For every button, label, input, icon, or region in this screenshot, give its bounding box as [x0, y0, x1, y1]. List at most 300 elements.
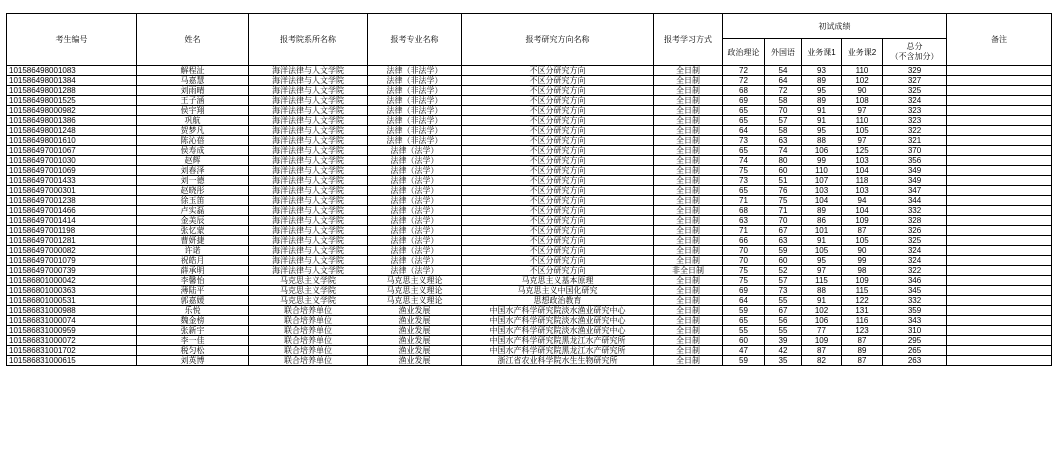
table-body — [7, 66, 1052, 366]
cell-direction: 不区分研究方向 — [462, 66, 654, 76]
cell-major: 法律（法学） — [368, 266, 462, 276]
cell-total: 349 — [883, 166, 947, 176]
cell-major: 法律（法学） — [368, 146, 462, 156]
header-course1: 业务课1 — [802, 39, 842, 66]
cell-exam-id: 101586497001414 — [7, 216, 137, 226]
table-row — [7, 196, 1052, 206]
cell-name: 许诺 — [137, 246, 249, 256]
cell-study-mode: 全日制 — [654, 86, 723, 96]
header-initial-scores: 初试成绩 — [723, 14, 947, 39]
cell-remarks — [947, 186, 1052, 196]
cell-name: 薄陆平 — [137, 286, 249, 296]
cell-exam-id: 101586497001433 — [7, 176, 137, 186]
table-row — [7, 276, 1052, 286]
cell-course2: 118 — [842, 176, 883, 186]
cell-remarks — [947, 206, 1052, 216]
cell-foreign-language: 35 — [765, 356, 802, 366]
cell-total: 265 — [883, 346, 947, 356]
cell-course2: 105 — [842, 236, 883, 246]
cell-politics: 75 — [723, 166, 765, 176]
cell-exam-id: 101586497000301 — [7, 186, 137, 196]
cell-major: 渔业发展 — [368, 356, 462, 366]
cell-course1: 103 — [802, 186, 842, 196]
cell-total: 329 — [883, 66, 947, 76]
cell-foreign-language: 80 — [765, 156, 802, 166]
cell-exam-id: 101586801000363 — [7, 286, 137, 296]
cell-major: 法律（非法学） — [368, 136, 462, 146]
cell-direction: 马克思主义中国化研究 — [462, 286, 654, 296]
cell-politics: 65 — [723, 316, 765, 326]
cell-remarks — [947, 276, 1052, 286]
cell-name: 刘一德 — [137, 176, 249, 186]
cell-foreign-language: 74 — [765, 146, 802, 156]
cell-major: 马克思主义理论 — [368, 286, 462, 296]
cell-school: 海洋法律与人文学院 — [249, 206, 368, 216]
cell-politics: 65 — [723, 106, 765, 116]
cell-exam-id: 101586498001386 — [7, 116, 137, 126]
cell-foreign-language: 57 — [765, 276, 802, 286]
cell-remarks — [947, 176, 1052, 186]
cell-total: 328 — [883, 216, 947, 226]
cell-politics: 68 — [723, 206, 765, 216]
cell-course1: 115 — [802, 276, 842, 286]
cell-name: 侯宇翔 — [137, 106, 249, 116]
cell-study-mode: 全日制 — [654, 186, 723, 196]
cell-direction: 马克思主义基本原理 — [462, 276, 654, 286]
cell-total: 347 — [883, 186, 947, 196]
cell-school: 海洋法律与人文学院 — [249, 66, 368, 76]
cell-study-mode: 全日制 — [654, 246, 723, 256]
cell-politics: 59 — [723, 356, 765, 366]
cell-name: 薛承明 — [137, 266, 249, 276]
cell-name: 李馨怡 — [137, 276, 249, 286]
cell-course2: 90 — [842, 246, 883, 256]
cell-exam-id: 101586831001702 — [7, 346, 137, 356]
cell-major: 法律（非法学） — [368, 86, 462, 96]
cell-direction: 不区分研究方向 — [462, 226, 654, 236]
cell-study-mode: 全日制 — [654, 196, 723, 206]
cell-foreign-language: 70 — [765, 216, 802, 226]
cell-name: 刘英博 — [137, 356, 249, 366]
cell-remarks — [947, 286, 1052, 296]
header-exam-id: 考生编号 — [7, 14, 137, 66]
cell-study-mode: 全日制 — [654, 346, 723, 356]
cell-exam-id: 101586831000959 — [7, 326, 137, 336]
cell-total: 332 — [883, 206, 947, 216]
table-row — [7, 236, 1052, 246]
cell-foreign-language: 57 — [765, 116, 802, 126]
cell-remarks — [947, 306, 1052, 316]
cell-study-mode: 全日制 — [654, 316, 723, 326]
cell-foreign-language: 72 — [765, 86, 802, 96]
cell-major: 马克思主义理论 — [368, 296, 462, 306]
cell-study-mode: 全日制 — [654, 276, 723, 286]
cell-study-mode: 全日制 — [654, 356, 723, 366]
cell-name: 郭嘉媛 — [137, 296, 249, 306]
cell-study-mode: 全日制 — [654, 326, 723, 336]
cell-total: 344 — [883, 196, 947, 206]
cell-course1: 82 — [802, 356, 842, 366]
cell-total: 324 — [883, 96, 947, 106]
cell-total: 324 — [883, 246, 947, 256]
header-direction: 报考研究方向名称 — [462, 14, 654, 66]
cell-total: 332 — [883, 296, 947, 306]
cell-course2: 90 — [842, 86, 883, 96]
cell-direction: 不区分研究方向 — [462, 146, 654, 156]
cell-total: 345 — [883, 286, 947, 296]
cell-foreign-language: 52 — [765, 266, 802, 276]
cell-school: 海洋法律与人文学院 — [249, 226, 368, 236]
cell-course2: 108 — [842, 96, 883, 106]
header-study-mode: 报考学习方式 — [654, 14, 723, 66]
cell-school: 联合培养单位 — [249, 316, 368, 326]
cell-direction: 中国水产科学研究院淡水渔业研究中心 — [462, 306, 654, 316]
cell-name: 徐玉笛 — [137, 196, 249, 206]
cell-direction: 思想政治教育 — [462, 296, 654, 306]
cell-politics: 73 — [723, 176, 765, 186]
cell-exam-id: 101586831000072 — [7, 336, 137, 346]
table-row — [7, 226, 1052, 236]
cell-exam-id: 101586831000615 — [7, 356, 137, 366]
cell-politics: 65 — [723, 186, 765, 196]
cell-name: 卢实磊 — [137, 206, 249, 216]
cell-direction: 不区分研究方向 — [462, 76, 654, 86]
cell-major: 法律（法学） — [368, 186, 462, 196]
cell-name: 刘雨晴 — [137, 86, 249, 96]
cell-school: 马克思主义学院 — [249, 276, 368, 286]
cell-course1: 87 — [802, 346, 842, 356]
cell-direction: 不区分研究方向 — [462, 256, 654, 266]
cell-course1: 106 — [802, 146, 842, 156]
cell-total: 325 — [883, 86, 947, 96]
cell-politics: 66 — [723, 236, 765, 246]
cell-study-mode: 非全日制 — [654, 266, 723, 276]
table-row — [7, 86, 1052, 96]
cell-school: 联合培养单位 — [249, 326, 368, 336]
cell-school: 联合培养单位 — [249, 346, 368, 356]
cell-major: 渔业发展 — [368, 346, 462, 356]
table-row — [7, 246, 1052, 256]
table-row — [7, 256, 1052, 266]
cell-politics: 70 — [723, 246, 765, 256]
cell-exam-id: 101586497000082 — [7, 246, 137, 256]
cell-course1: 89 — [802, 96, 842, 106]
cell-study-mode: 全日制 — [654, 106, 723, 116]
cell-total: 349 — [883, 176, 947, 186]
cell-course1: 97 — [802, 266, 842, 276]
cell-remarks — [947, 96, 1052, 106]
cell-course1: 95 — [802, 86, 842, 96]
cell-school: 海洋法律与人文学院 — [249, 246, 368, 256]
cell-name: 张忆蒙 — [137, 226, 249, 236]
table-row — [7, 186, 1052, 196]
cell-foreign-language: 58 — [765, 126, 802, 136]
cell-course2: 102 — [842, 76, 883, 86]
table-row — [7, 356, 1052, 366]
cell-study-mode: 全日制 — [654, 336, 723, 346]
cell-politics: 73 — [723, 136, 765, 146]
cell-major: 法律（非法学） — [368, 66, 462, 76]
cell-politics: 64 — [723, 296, 765, 306]
cell-course1: 89 — [802, 76, 842, 86]
cell-major: 法律（非法学） — [368, 76, 462, 86]
cell-exam-id: 101586831000074 — [7, 316, 137, 326]
cell-course1: 89 — [802, 206, 842, 216]
cell-course2: 131 — [842, 306, 883, 316]
table-row — [7, 166, 1052, 176]
cell-course1: 101 — [802, 226, 842, 236]
cell-major: 渔业发展 — [368, 316, 462, 326]
cell-foreign-language: 75 — [765, 196, 802, 206]
cell-remarks — [947, 356, 1052, 366]
cell-exam-id: 101586497001079 — [7, 256, 137, 266]
cell-total: 326 — [883, 226, 947, 236]
cell-school: 联合培养单位 — [249, 356, 368, 366]
cell-foreign-language: 54 — [765, 66, 802, 76]
cell-name: 李一佳 — [137, 336, 249, 346]
header-total: 总分 （不含加分） — [883, 39, 947, 66]
cell-total: 359 — [883, 306, 947, 316]
cell-name: 赵辉 — [137, 156, 249, 166]
cell-politics: 59 — [723, 306, 765, 316]
cell-course1: 109 — [802, 336, 842, 346]
cell-school: 海洋法律与人文学院 — [249, 216, 368, 226]
cell-name: 金美辰 — [137, 216, 249, 226]
cell-course2: 122 — [842, 296, 883, 306]
cell-major: 渔业发展 — [368, 306, 462, 316]
cell-course2: 110 — [842, 66, 883, 76]
cell-study-mode: 全日制 — [654, 76, 723, 86]
cell-study-mode: 全日制 — [654, 126, 723, 136]
score-table — [6, 13, 1052, 366]
cell-course2: 97 — [842, 106, 883, 116]
cell-major: 渔业发展 — [368, 326, 462, 336]
cell-remarks — [947, 136, 1052, 146]
cell-direction: 不区分研究方向 — [462, 266, 654, 276]
cell-remarks — [947, 346, 1052, 356]
cell-name: 刘春泽 — [137, 166, 249, 176]
table-row — [7, 146, 1052, 156]
cell-name: 祝皓月 — [137, 256, 249, 266]
cell-course1: 88 — [802, 136, 842, 146]
cell-course1: 91 — [802, 116, 842, 126]
cell-direction: 不区分研究方向 — [462, 186, 654, 196]
cell-school: 海洋法律与人文学院 — [249, 156, 368, 166]
cell-course2: 109 — [842, 216, 883, 226]
table-row — [7, 176, 1052, 186]
cell-study-mode: 全日制 — [654, 236, 723, 246]
cell-name: 贺梦凡 — [137, 126, 249, 136]
cell-school: 海洋法律与人文学院 — [249, 96, 368, 106]
header-name: 姓名 — [137, 14, 249, 66]
cell-name: 王子涵 — [137, 96, 249, 106]
cell-remarks — [947, 76, 1052, 86]
cell-study-mode: 全日制 — [654, 116, 723, 126]
cell-major: 法律（法学） — [368, 156, 462, 166]
header-remarks: 备注 — [947, 14, 1052, 66]
cell-politics: 69 — [723, 286, 765, 296]
cell-course1: 105 — [802, 246, 842, 256]
cell-course1: 86 — [802, 216, 842, 226]
cell-direction: 不区分研究方向 — [462, 176, 654, 186]
cell-school: 海洋法律与人文学院 — [249, 176, 368, 186]
cell-exam-id: 101586801000042 — [7, 276, 137, 286]
header-major: 报考专业名称 — [368, 14, 462, 66]
header-course2: 业务课2 — [842, 39, 883, 66]
cell-foreign-language: 60 — [765, 256, 802, 266]
cell-politics: 60 — [723, 336, 765, 346]
cell-remarks — [947, 266, 1052, 276]
cell-remarks — [947, 246, 1052, 256]
cell-remarks — [947, 326, 1052, 336]
cell-course2: 125 — [842, 146, 883, 156]
cell-exam-id: 101586497001238 — [7, 196, 137, 206]
cell-school: 海洋法律与人文学院 — [249, 116, 368, 126]
cell-name: 赵晓彤 — [137, 186, 249, 196]
table-row — [7, 346, 1052, 356]
cell-direction: 不区分研究方向 — [462, 126, 654, 136]
cell-name: 税匀松 — [137, 346, 249, 356]
cell-study-mode: 全日制 — [654, 136, 723, 146]
cell-study-mode: 全日制 — [654, 216, 723, 226]
cell-direction: 不区分研究方向 — [462, 196, 654, 206]
cell-remarks — [947, 216, 1052, 226]
cell-name: 侯寿成 — [137, 146, 249, 156]
table-row — [7, 156, 1052, 166]
table-row — [7, 286, 1052, 296]
cell-course1: 91 — [802, 236, 842, 246]
cell-exam-id: 101586497001281 — [7, 236, 137, 246]
cell-politics: 70 — [723, 256, 765, 266]
cell-course2: 87 — [842, 356, 883, 366]
cell-foreign-language: 56 — [765, 316, 802, 326]
cell-name: 解程沚 — [137, 66, 249, 76]
cell-name: 马嘉慧 — [137, 76, 249, 86]
cell-course1: 91 — [802, 106, 842, 116]
table-row — [7, 116, 1052, 126]
table-row — [7, 106, 1052, 116]
cell-study-mode: 全日制 — [654, 226, 723, 236]
cell-total: 322 — [883, 126, 947, 136]
cell-total: 310 — [883, 326, 947, 336]
cell-remarks — [947, 156, 1052, 166]
cell-foreign-language: 67 — [765, 226, 802, 236]
cell-direction: 不区分研究方向 — [462, 96, 654, 106]
cell-school: 海洋法律与人文学院 — [249, 166, 368, 176]
cell-politics: 69 — [723, 96, 765, 106]
cell-foreign-language: 67 — [765, 306, 802, 316]
cell-foreign-language: 51 — [765, 176, 802, 186]
cell-direction: 不区分研究方向 — [462, 106, 654, 116]
cell-study-mode: 全日制 — [654, 66, 723, 76]
cell-direction: 中国水产科学研究院黑龙江水产研究所 — [462, 336, 654, 346]
cell-remarks — [947, 296, 1052, 306]
cell-exam-id: 101586497001067 — [7, 146, 137, 156]
cell-major: 法律（法学） — [368, 256, 462, 266]
cell-politics: 72 — [723, 76, 765, 86]
cell-school: 海洋法律与人文学院 — [249, 106, 368, 116]
cell-course2: 99 — [842, 256, 883, 266]
cell-course1: 99 — [802, 156, 842, 166]
cell-exam-id: 101586497001466 — [7, 206, 137, 216]
cell-major: 法律（法学） — [368, 166, 462, 176]
cell-study-mode: 全日制 — [654, 296, 723, 306]
cell-course1: 77 — [802, 326, 842, 336]
cell-foreign-language: 39 — [765, 336, 802, 346]
cell-course2: 104 — [842, 206, 883, 216]
cell-politics: 47 — [723, 346, 765, 356]
cell-school: 联合培养单位 — [249, 306, 368, 316]
cell-study-mode: 全日制 — [654, 166, 723, 176]
cell-total: 321 — [883, 136, 947, 146]
cell-school: 海洋法律与人文学院 — [249, 256, 368, 266]
cell-exam-id: 101586831000988 — [7, 306, 137, 316]
cell-course2: 105 — [842, 126, 883, 136]
table-row — [7, 336, 1052, 346]
cell-foreign-language: 42 — [765, 346, 802, 356]
cell-exam-id: 101586498001288 — [7, 86, 137, 96]
cell-remarks — [947, 146, 1052, 156]
cell-direction: 中国水产科学研究院淡水渔业研究中心 — [462, 316, 654, 326]
cell-course2: 89 — [842, 346, 883, 356]
cell-politics: 55 — [723, 326, 765, 336]
cell-remarks — [947, 126, 1052, 136]
cell-politics: 64 — [723, 126, 765, 136]
cell-major: 法律（法学） — [368, 226, 462, 236]
cell-foreign-language: 55 — [765, 296, 802, 306]
cell-total: 327 — [883, 76, 947, 86]
cell-school: 海洋法律与人文学院 — [249, 76, 368, 86]
cell-remarks — [947, 336, 1052, 346]
cell-course2: 115 — [842, 286, 883, 296]
cell-course2: 97 — [842, 136, 883, 146]
cell-major: 法律（非法学） — [368, 116, 462, 126]
cell-remarks — [947, 316, 1052, 326]
header-politics: 政治理论 — [723, 39, 765, 66]
cell-school: 海洋法律与人文学院 — [249, 126, 368, 136]
cell-total: 346 — [883, 276, 947, 286]
cell-study-mode: 全日制 — [654, 306, 723, 316]
cell-school: 海洋法律与人文学院 — [249, 136, 368, 146]
cell-major: 法律（法学） — [368, 216, 462, 226]
cell-course1: 104 — [802, 196, 842, 206]
cell-course1: 95 — [802, 126, 842, 136]
cell-total: 324 — [883, 256, 947, 266]
cell-foreign-language: 73 — [765, 286, 802, 296]
cell-exam-id: 101586497001030 — [7, 156, 137, 166]
cell-remarks — [947, 166, 1052, 176]
table-row — [7, 266, 1052, 276]
cell-remarks — [947, 196, 1052, 206]
cell-major: 法律（非法学） — [368, 106, 462, 116]
cell-exam-id: 101586498001384 — [7, 76, 137, 86]
cell-name: 魏金榜 — [137, 316, 249, 326]
cell-exam-id: 101586801000531 — [7, 296, 137, 306]
cell-remarks — [947, 226, 1052, 236]
cell-course2: 123 — [842, 326, 883, 336]
cell-major: 法律（非法学） — [368, 126, 462, 136]
cell-school: 海洋法律与人文学院 — [249, 236, 368, 246]
cell-study-mode: 全日制 — [654, 96, 723, 106]
cell-school: 海洋法律与人文学院 — [249, 266, 368, 276]
cell-exam-id: 101586498001083 — [7, 66, 137, 76]
cell-major: 法律（法学） — [368, 206, 462, 216]
header-school: 报考院系所名称 — [249, 14, 368, 66]
cell-course1: 88 — [802, 286, 842, 296]
cell-study-mode: 全日制 — [654, 206, 723, 216]
cell-politics: 75 — [723, 266, 765, 276]
header-foreign-language: 外国语 — [765, 39, 802, 66]
